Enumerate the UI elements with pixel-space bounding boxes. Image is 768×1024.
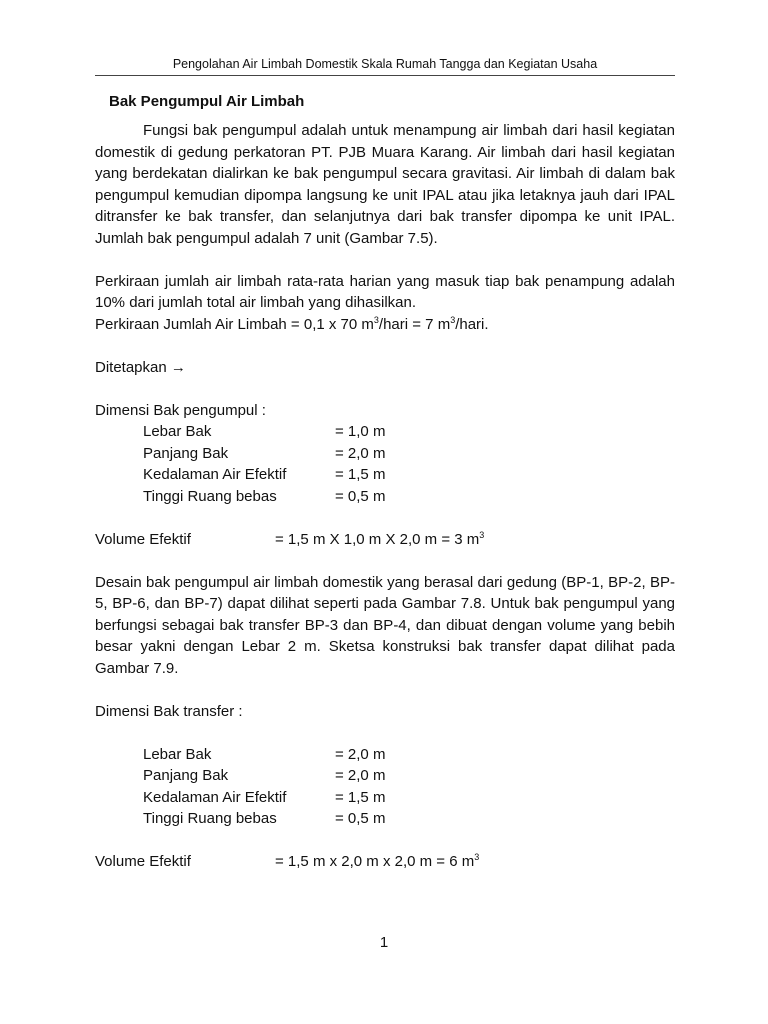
page-number: 1 (379, 934, 389, 951)
ditetapkan-line: Ditetapkan → (95, 358, 186, 376)
dimension-row: Kedalaman Air Efektif = 1,5 m (143, 788, 386, 806)
header-divider (95, 75, 675, 76)
dimension-row: Tinggi Ruang bebas = 0,5 m (143, 487, 386, 505)
dimension-row: Lebar Bak = 1,0 m (143, 423, 386, 440)
dimension-row: Tinggi Ruang bebas = 0,5 m (143, 810, 386, 827)
dimension-transfer-title: Dimensi Bak transfer : (95, 702, 243, 720)
dimension-row: Lebar Bak = 2,0 m (143, 745, 386, 763)
section-title: Bak Pengumpul Air Limbah (109, 93, 305, 110)
arrow-right-icon: → (170, 358, 186, 376)
running-header: Pengolahan Air Limbah Domestik Skala Rumah Tangga dan Kegiatan Usaha (172, 57, 598, 71)
document-body (95, 92, 675, 873)
dimension-row: Panjang Bak = 2,0 m (143, 767, 386, 784)
paragraph-perkiraan: Perkiraan jumlah air limbah rata-rata harian yang masuk tiap bak penampung adalah 10% dari jumlah total air limbah yang dihasilkan. (95, 272, 675, 311)
paragraph-desain: Desain bak pengumpul air limbah domestik yang berasal dari gedung (BP-1, BP-2, BP-5, BP-6, dan BP-7) dapat dilihat seperti pada Gambar 7.8. Untuk bak pengumpul yang berfungsi sebagai bak transfer BP-3 dan BP-4, dan dibuat dengan volume yang bebih besar yakni dengan Lebar 2 m. Sketsa konstruksi bak transfer dapat dilihat pada Gambar 7.9. (95, 573, 675, 677)
dimension-pengumpul-title: Dimensi Bak pengumpul : (95, 401, 266, 419)
volume-transfer: Volume Efektif = 1,5 m x 2,0 m x 2,0 m = 6 $m^3$ (95, 852, 480, 870)
paragraph-fungsi: Fungsi bak pengumpul adalah untuk menampung air limbah dari hasil kegiatan domestik di gedung perkatoran PT. PJB Muara Karang. Air limbah dari hasil kegiatan yang berdekatan dialirkan ke bak pengumpul secara gravitasi. Air limbah di dalam bak pengumpul kemudian dipompa langsung ke unit IPAL atau jika letaknya jauh dari IPAL ditransfer ke bak transfer, dan selanjutnya dari bak transfer dipompa ke unit IPAL. Jumlah bak pengumpul adalah 7 unit (Gambar 7.5). (95, 122, 675, 247)
estimate-line: Perkiraan Jumlah Air Limbah = 0,1 x 70 $m^3$/hari = 7 $m^3$/hari. (95, 314, 489, 333)
dimension-row: Kedalaman Air Efektif = 1,5 m (143, 466, 386, 483)
volume-pengumpul: Volume Efektif = 1,5 m X 1,0 m X 2,0 m = 3 $m^3$ (95, 529, 485, 548)
dimension-row: Panjang Bak = 2,0 m (143, 444, 386, 462)
